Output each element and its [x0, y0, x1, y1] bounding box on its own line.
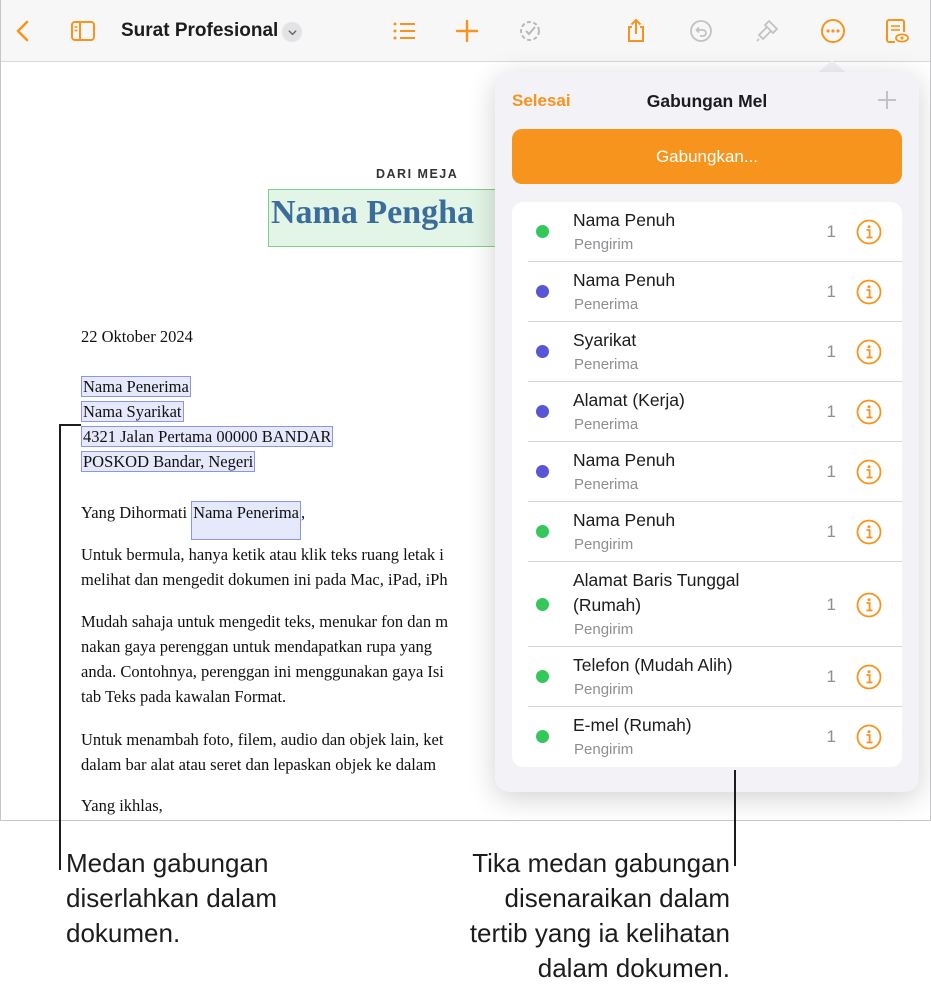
- left-callout-line-1: Medan gabungan: [66, 848, 269, 878]
- recipient-name-merge-field[interactable]: Nama Penerima: [83, 377, 189, 396]
- info-icon[interactable]: [856, 339, 882, 365]
- company-merge-field[interactable]: Nama Syarikat: [83, 402, 182, 421]
- left-callout-text: [66, 846, 277, 951]
- popover-title: Gabungan Mel: [646, 91, 768, 111]
- field-occurrence-count: 1: [826, 667, 836, 686]
- add-icon[interactable]: [452, 16, 482, 46]
- field-source: Penerima: [574, 356, 639, 373]
- title-chevron-down-icon[interactable]: [282, 22, 302, 42]
- right-callout-line: [734, 770, 736, 866]
- field-color-dot: [536, 465, 549, 478]
- field-source: Penerima: [574, 416, 639, 433]
- field-color-dot: [536, 225, 549, 238]
- field-source: Pengirim: [574, 741, 634, 758]
- body-paragraph-1-line-1[interactable]: Untuk bermula, hanya ketik atau klik teks ruang letak i: [81, 545, 444, 564]
- field-occurrence-count: 1: [826, 342, 836, 361]
- left-callout-line-vertical: [59, 424, 61, 870]
- field-source: Penerima: [574, 296, 639, 313]
- info-icon[interactable]: [856, 459, 882, 485]
- right-callout-line-3: tertib yang ia kelihatan: [469, 918, 730, 948]
- back-chevron-icon[interactable]: [9, 16, 39, 46]
- merge-field-row[interactable]: [512, 322, 902, 382]
- merge-field-row[interactable]: [512, 562, 902, 647]
- reading-view-icon[interactable]: [881, 16, 911, 46]
- field-title: Nama Penuh: [573, 210, 676, 230]
- field-source: Penerima: [574, 476, 639, 493]
- body-paragraph-2-line-2[interactable]: nakan gaya perenggan untuk mendapatkan rupa yang: [81, 637, 432, 656]
- field-occurrence-count: 1: [826, 282, 836, 301]
- mail-merge-popover: [495, 72, 919, 792]
- merge-field-row[interactable]: [512, 502, 902, 562]
- field-title: Nama Penuh: [573, 450, 676, 470]
- merge-field-row[interactable]: [512, 262, 902, 322]
- right-callout-line-1: Tika medan gabungan: [472, 848, 730, 878]
- field-source: Pengirim: [574, 236, 634, 253]
- salutation[interactable]: [81, 503, 305, 540]
- list-icon[interactable]: [389, 16, 419, 46]
- body-paragraph-3-line-2[interactable]: dalam bar alat atau seret dan lepaskan objek ke dalam: [81, 755, 437, 774]
- merge-field-row[interactable]: [512, 382, 902, 442]
- field-source: Pengirim: [574, 536, 634, 553]
- address-line-4[interactable]: [81, 452, 255, 472]
- field-title: Alamat (Kerja): [573, 390, 685, 410]
- left-callout-line-3: dokumen.: [66, 918, 181, 948]
- field-occurrence-count: 1: [826, 522, 836, 541]
- sender-name-merge-field[interactable]: Nama Pengha: [268, 189, 508, 247]
- field-title: Alamat Baris Tunggal: [573, 570, 740, 590]
- field-color-dot: [536, 598, 549, 611]
- undo-icon[interactable]: [686, 16, 716, 46]
- merge-field-list: [512, 202, 902, 767]
- field-occurrence-count: 1: [826, 594, 836, 614]
- info-icon[interactable]: [856, 279, 882, 305]
- info-icon[interactable]: [856, 724, 882, 750]
- salutation-suffix: ,: [301, 503, 306, 522]
- field-occurrence-count: 1: [826, 462, 836, 481]
- field-title: Syarikat: [573, 330, 637, 350]
- work-address-merge-field-line2[interactable]: POSKOD Bandar, Negeri: [83, 452, 254, 471]
- field-color-dot: [536, 730, 549, 743]
- field-title-continued: (Rumah): [573, 595, 642, 615]
- merge-field-row[interactable]: [512, 202, 902, 262]
- body-paragraph-1-line-2[interactable]: melihat dan mengedit dokumen ini pada Mac, iPad, iPh: [81, 570, 448, 589]
- document-title[interactable]: Surat Profesional: [121, 20, 279, 41]
- field-occurrence-count: 1: [826, 402, 836, 421]
- left-callout-line-2: diserlahkan dalam: [66, 883, 278, 913]
- done-button[interactable]: Selesai: [512, 91, 571, 110]
- address-line-3[interactable]: [81, 427, 333, 447]
- salutation-prefix: Yang Dihormati: [81, 503, 188, 522]
- right-callout-line-2: disenaraikan dalam: [504, 883, 730, 913]
- toolbar: [1, 0, 931, 62]
- field-color-dot: [536, 525, 549, 538]
- sidebar-icon[interactable]: [68, 16, 98, 46]
- right-callout-line-4: dalam dokumen.: [537, 953, 730, 983]
- info-icon[interactable]: [856, 664, 882, 690]
- info-icon[interactable]: [856, 399, 882, 425]
- field-color-dot: [536, 285, 549, 298]
- field-title: Nama Penuh: [573, 270, 676, 290]
- body-paragraph-2-line-1[interactable]: Mudah sahaja untuk mengedit teks, menukar fon dan m: [81, 612, 449, 631]
- kicker-text: DARI MEJA: [376, 167, 459, 181]
- field-color-dot: [536, 405, 549, 418]
- format-brush-icon[interactable]: [752, 16, 782, 46]
- left-callout-line-horizontal: [59, 424, 81, 426]
- work-address-merge-field-line1[interactable]: 4321 Jalan Pertama 00000 BANDAR: [83, 427, 332, 446]
- body-paragraph-2-line-3[interactable]: anda. Contohnya, perenggan ini menggunakan gaya Isi: [81, 662, 444, 681]
- field-title: E-mel (Rumah): [573, 715, 692, 735]
- address-line-1[interactable]: [81, 377, 191, 397]
- field-title: Nama Penuh: [573, 510, 676, 530]
- info-icon[interactable]: [856, 519, 882, 545]
- share-icon[interactable]: [621, 16, 651, 46]
- letter-date[interactable]: 22 Oktober 2024: [81, 327, 193, 346]
- field-source: Pengirim: [574, 621, 634, 638]
- body-paragraph-3-line-1[interactable]: Untuk menambah foto, filem, audio dan objek lain, ket: [81, 730, 444, 749]
- field-source: Pengirim: [574, 681, 634, 698]
- info-icon[interactable]: [856, 219, 882, 245]
- merge-field-row[interactable]: [512, 647, 902, 707]
- right-callout-text: [420, 846, 730, 986]
- field-occurrence-count: 1: [826, 727, 836, 746]
- closing-text[interactable]: Yang ikhlas,: [81, 796, 163, 815]
- field-occurrence-count: 1: [826, 222, 836, 241]
- body-paragraph-2-line-4[interactable]: tab Teks pada kawalan Format.: [81, 687, 287, 706]
- field-color-dot: [536, 345, 549, 358]
- field-title: Telefon (Mudah Alih): [573, 655, 733, 675]
- salutation-recipient-merge-field[interactable]: Nama Penerima: [191, 501, 301, 540]
- add-field-plus-icon[interactable]: [875, 88, 899, 112]
- collaborate-icon[interactable]: [515, 16, 545, 46]
- field-color-dot: [536, 670, 549, 683]
- merge-field-row[interactable]: [512, 707, 902, 767]
- info-icon[interactable]: [856, 592, 882, 618]
- merge-field-row[interactable]: [512, 442, 902, 502]
- more-icon[interactable]: [818, 16, 848, 46]
- merge-button[interactable]: Gabungkan...: [512, 129, 902, 184]
- address-line-2[interactable]: [81, 402, 184, 422]
